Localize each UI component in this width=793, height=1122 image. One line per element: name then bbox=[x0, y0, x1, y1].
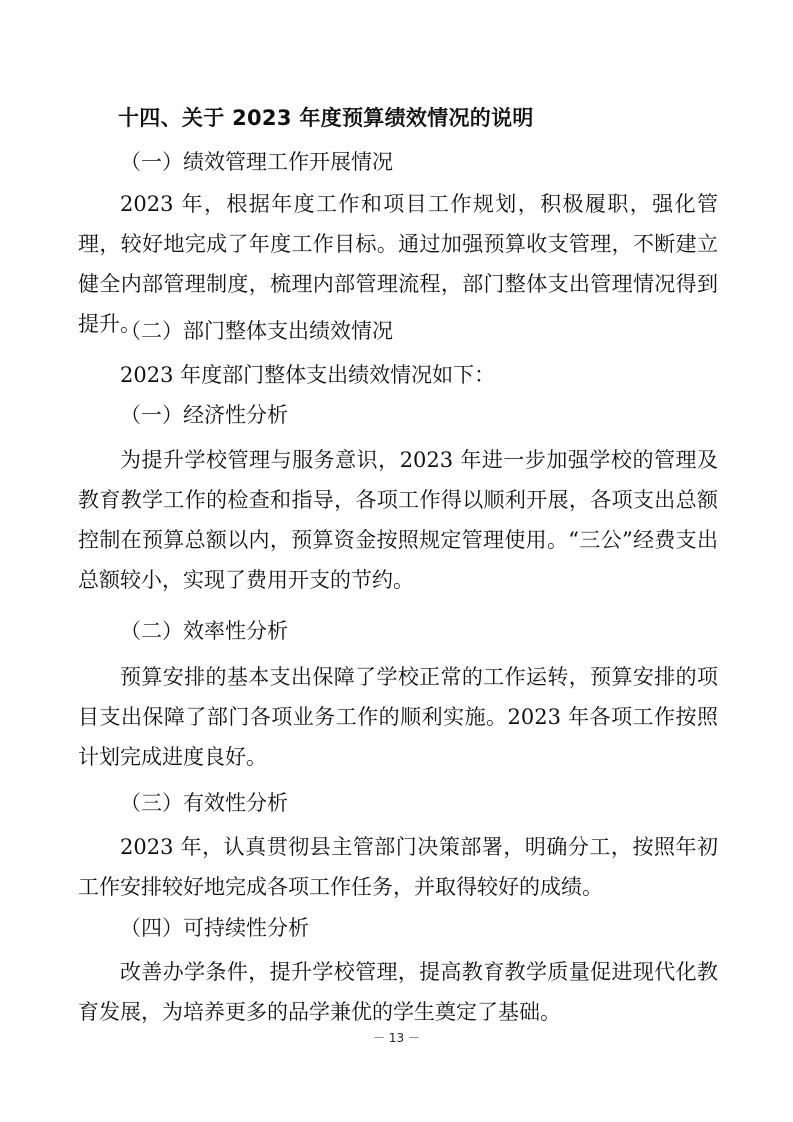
page-number: － 13 － bbox=[373, 1031, 420, 1045]
sustainability-analysis-heading: （四）可持续性分析 bbox=[120, 916, 309, 940]
economy-analysis-heading: （一）经济性分析 bbox=[120, 403, 288, 427]
efficiency-analysis-body: 预算安排的基本支出保障了学校正常的工作运转，预算安排的项目支出保障了部门各项业务工作的顺利实施。2023 年各项工作按照计划完成进度良好。 bbox=[78, 665, 718, 769]
section-2-intro: 2023 年度部门整体支出绩效情况如下： bbox=[120, 363, 496, 387]
effectiveness-analysis-heading: （三）有效性分析 bbox=[120, 791, 288, 815]
effectiveness-analysis-body: 2023 年，认真贯彻县主管部门决策部署，明确分工，按照年初工作安排较好地完成各项工作任务，并取得较好的成绩。 bbox=[78, 835, 718, 899]
section-1-heading: （一）绩效管理工作开展情况 bbox=[120, 150, 393, 174]
section-2-heading: （二）部门整体支出绩效情况 bbox=[120, 319, 393, 343]
economy-analysis-body: 为提升学校管理与服务意识，2023 年进一步加强学校的管理及教育教学工作的检查和指导，各项工作得以顺利开展，各项支出总额控制在预算总额以内，预算资金按照规定管理使用。“三公”经费支出总额较小，实现了费用开支的节约。 bbox=[78, 448, 718, 592]
section-title: 十四、关于 2023 年度预算绩效情况的说明 bbox=[118, 106, 534, 130]
sustainability-analysis-body: 改善办学条件，提升学校管理，提高教育教学质量促进现代化教育发展，为培养更多的品学兼优的学生奠定了基础。 bbox=[78, 960, 718, 1024]
section-1-body: 2023 年，根据年度工作和项目工作规划，积极履职，强化管理，较好地完成了年度工作目标。通过加强预算收支管理，不断建立健全内部管理制度，梳理内部管理流程，部门整体支出管理情况得到提升。 bbox=[78, 192, 718, 336]
efficiency-analysis-heading: （二）效率性分析 bbox=[120, 619, 288, 643]
